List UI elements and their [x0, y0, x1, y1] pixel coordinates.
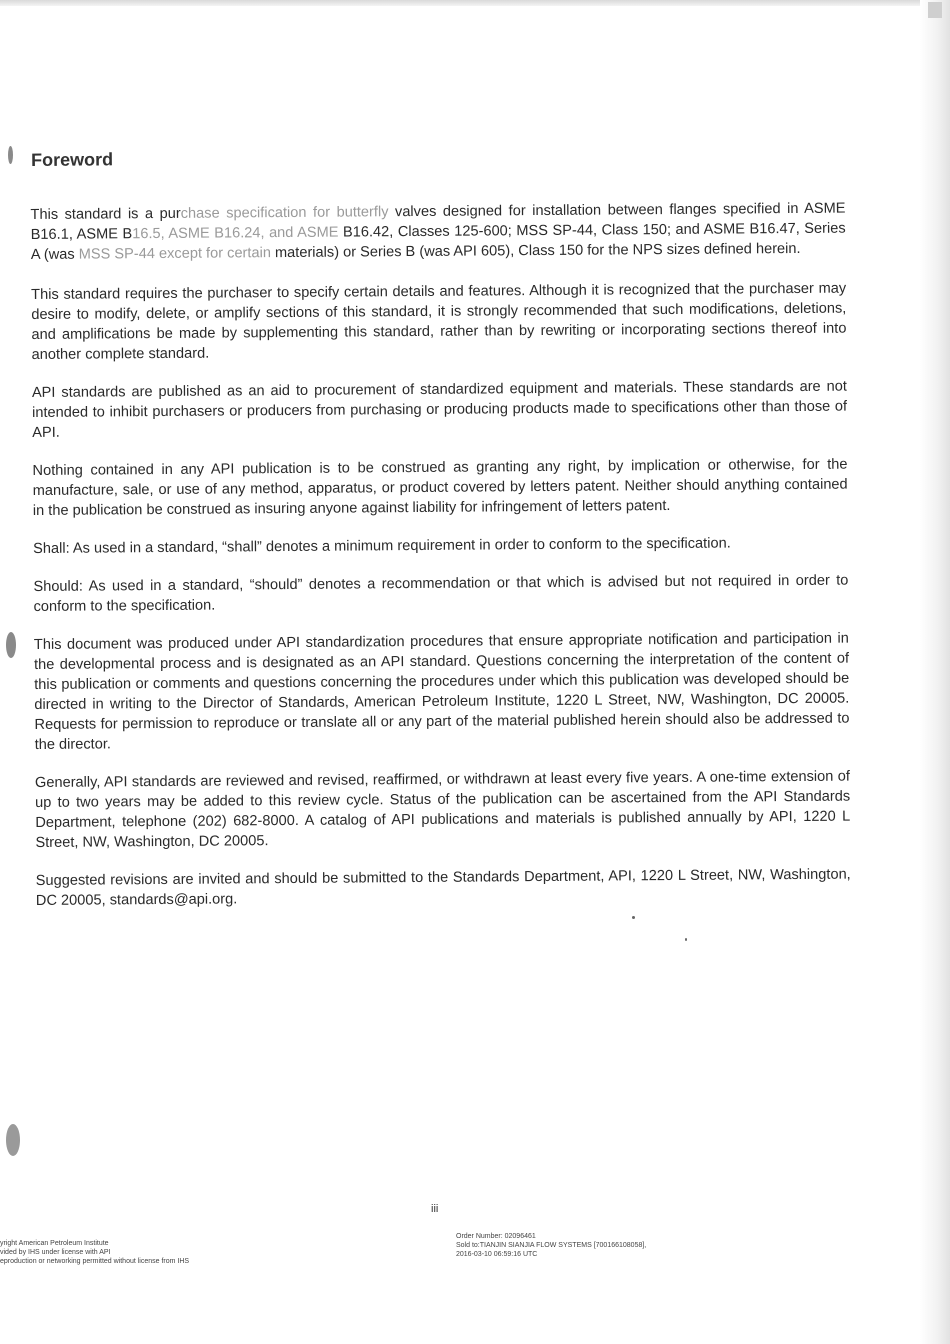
footer-order-info [456, 1232, 646, 1259]
paragraph-text: materials) or Series B (was API 605), Class 150 for the NPS sizes defined herein. [270, 240, 801, 262]
footer-line: yright American Petroleum Institute [0, 1240, 109, 1247]
footer-line: Order Number: 02096461 [456, 1233, 536, 1240]
page-number: iii [431, 1203, 439, 1215]
document-page [30, 144, 851, 929]
scan-punch-mark [8, 146, 13, 164]
paragraph-review-cycle: Generally, API standards are reviewed and revised, reaffirmed, or withdrawn at least every five years. A one-time extension of up to two years may be added to this review cycle. Status of the publication can be ascertained from the API Standards Department, telephone (202) 682-8000. A catalog of API publications and materials is published annually by API, 1220 L Street, NW, Washington, DC 20005. [34, 768, 851, 851]
scan-right-edge [920, 0, 950, 1344]
scan-punch-mark [6, 632, 16, 658]
footer-line: Sold to:TIANJIN SIANJIA FLOW SYSTEMS [700166108058], [456, 1242, 647, 1249]
faded-text: 16.5, ASME B16.24, and ASME [132, 224, 339, 243]
footer-copyright [0, 1239, 189, 1266]
paragraph-text: B16.42, Classes 125-600; MSS SP-44, Class 150; and ASME B16.47, Series A (was [30, 220, 846, 263]
paragraph-text: valves designed for installation between flanges specified in ASME B16.1, ASME B [30, 200, 846, 243]
paragraph-patent-disclaimer: Nothing contained in any API publication is to be construed as granting any right, by implication or otherwise, for the manufacture, sale, or use of any method, apparatus, or product covered by letters patent. Neither should anything contained in the publication be construed as insuring anyone against liability for infringement of letters patent. [32, 456, 848, 519]
paragraph-scope [30, 199, 845, 265]
paragraph-suggested-revisions: Suggested revisions are invited and should be submitted to the Standards Department, API, 1220 L Street, NW, Washington, DC 20005, standards@api.org. [35, 866, 851, 909]
scan-punch-mark [6, 1124, 20, 1156]
faded-text: chase specification for butterfly [180, 204, 389, 222]
scan-corner-mark [928, 2, 942, 18]
paragraph-purchaser-requirements: This standard requires the purchaser to specify certain details and features. Although it is recognized that the purchaser may desire to modify, delete, or amplify sections of this standard, it is strongly recommended that such modifications, deletions, and amplifications be made by supplementing this standard, rather than by rewriting or incorporating sections thereof into another complete standard. [31, 280, 847, 363]
paragraph-text: This standard is a pur [30, 205, 181, 223]
paragraph-should-definition: Should: As used in a standard, “should” denotes a recommendation or that which is advised but not required in order to conform to the specification. [33, 572, 849, 615]
footer-line: eproduction or networking permitted without license from IHS [0, 1258, 190, 1265]
paragraph-shall-definition: Shall: As used in a standard, “shall” denotes a minimum requirement in order to conform to the specification. [33, 535, 731, 557]
paragraph-procedures: This document was produced under API standardization procedures that ensure appropriate notification and participation in the developmental process and is designated as an API standard. Questions concerning the interpretation of the content of this publication or comments and questions concerning the procedures under which this publication was developed should be directed in writing to the Director of Standards, American Petroleum Institute, 1220 L Street, NW, Washington, DC 20005. Requests for permission to reproduce or translate all or any part of the material published herein should also be addressed to the director. [33, 630, 850, 753]
scan-top-edge [0, 0, 950, 6]
paragraph-api-standards: API standards are published as an aid to procurement of standardized equipment and materials. These standards are not intended to inhibit purchasers or producers from purchasing or producing products made to specifications other than those of API. [31, 378, 848, 441]
footer-line: vided by IHS under license with API [0, 1249, 111, 1256]
section-heading: Foreword [30, 149, 114, 170]
scan-speck [685, 938, 687, 941]
footer-line: 2016-03-10 06:59:16 UTC [456, 1251, 538, 1258]
faded-text: MSS SP-44 except for certain [78, 245, 271, 263]
